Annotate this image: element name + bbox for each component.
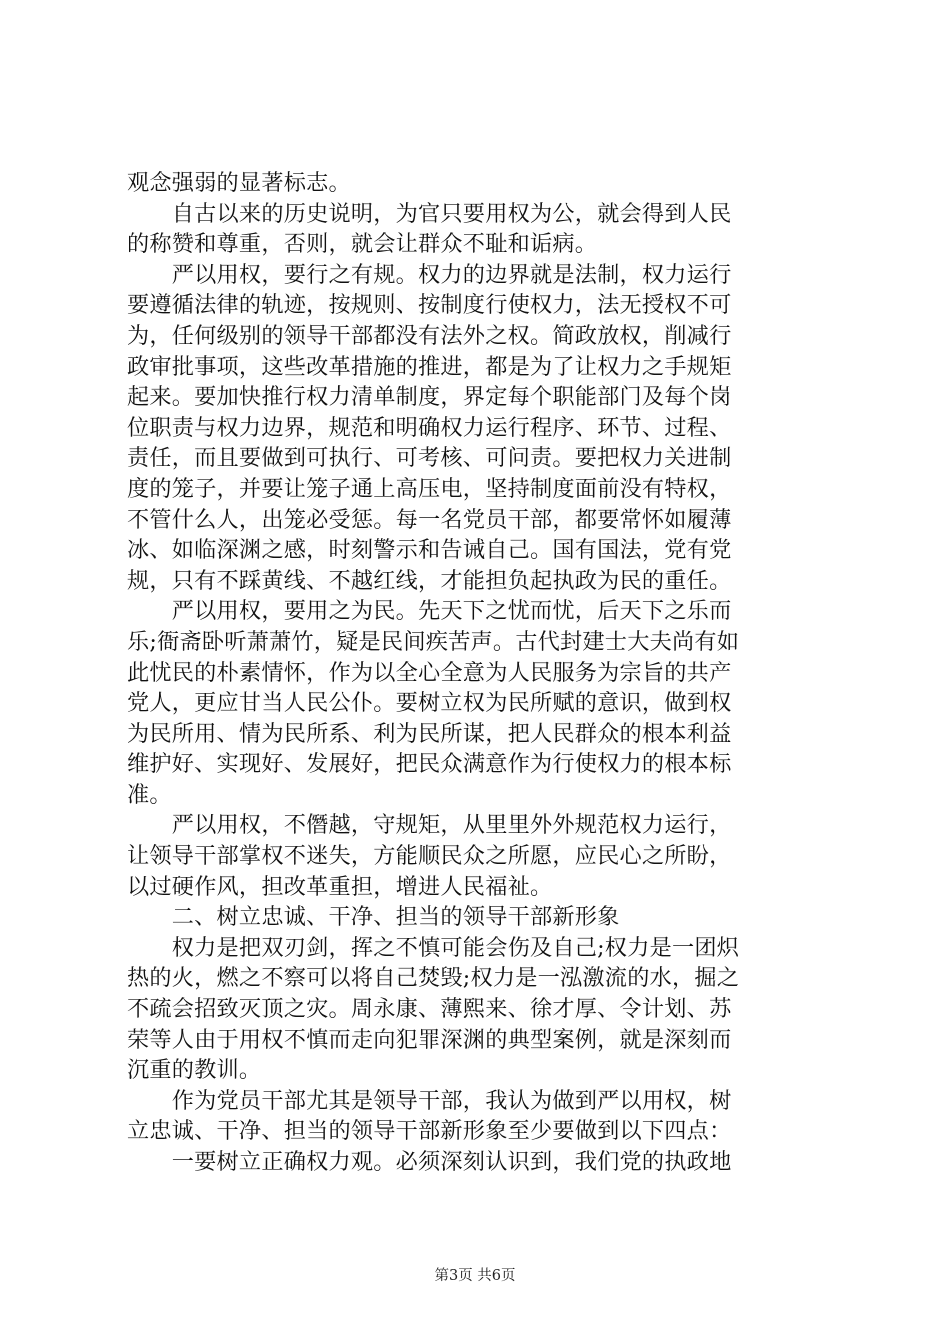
text-line-18: 党人，更应甘当人民公仆。要树立权为民所赋的意识，做到权 bbox=[127, 690, 732, 717]
text-line-15: 严以用权，要用之为民。先天下之忧而忧，后天下之乐而 bbox=[127, 598, 732, 625]
text-line-16: 乐;衙斋卧听萧萧竹，疑是民间疾苦声。古代封建士大夫尚有如 bbox=[127, 628, 740, 655]
text-line-14: 规，只有不踩黄线、不越红线，才能担负起执政为民的重任。 bbox=[127, 567, 732, 594]
text-line-22: 严以用权，不僭越，守规矩，从里里外外规范权力运行， bbox=[127, 812, 732, 839]
text-line-24: 以过硬作风，担改革重担，增进人民福祉。 bbox=[127, 873, 553, 900]
text-line-31: 作为党员干部尤其是领导干部，我认为做到严以用权，树 bbox=[127, 1087, 732, 1114]
text-line-3: 的称赞和尊重，否则，就会让群众不耻和诟病。 bbox=[127, 231, 598, 258]
text-line-8: 起来。要加快推行权力清单制度，界定每个职能部门及每个岗 bbox=[127, 384, 732, 411]
text-line-30: 沉重的教训。 bbox=[127, 1057, 262, 1084]
text-line-7: 政审批事项，这些改革措施的推进，都是为了让权力之手规矩 bbox=[127, 353, 732, 380]
text-line-6: 为，任何级别的领导干部都没有法外之权。简政放权，削减行 bbox=[127, 322, 732, 349]
text-line-27: 热的火，燃之不察可以将自己焚毁;权力是一泓激流的水，掘之 bbox=[127, 965, 740, 992]
text-line-33: 一要树立正确权力观。必须深刻认识到，我们党的执政地 bbox=[127, 1149, 732, 1175]
text-line-10: 责任，而且要做到可执行、可考核、可问责。要把权力关进制 bbox=[127, 445, 732, 472]
text-line-12: 不管什么人，出笼必受惩。每一名党员干部，都要常怀如履薄 bbox=[127, 506, 732, 533]
text-line-29: 荣等人由于用权不慎而走向犯罪深渊的典型案例，就是深刻而 bbox=[127, 1026, 732, 1053]
text-line-26: 权力是把双刃剑，挥之不慎可能会伤及自己;权力是一团炽 bbox=[127, 934, 740, 961]
text-line-23: 让领导干部掌权不迷失，方能顺民众之所愿，应民心之所盼， bbox=[127, 843, 732, 870]
text-line-20: 维护好、实现好、发展好，把民众满意作为行使权力的根本标 bbox=[127, 751, 732, 778]
text-line-13: 冰、如临深渊之感，时刻警示和告诫自己。国有国法，党有党 bbox=[127, 537, 732, 564]
page-footer: 第3页 共6页 bbox=[434, 1268, 516, 1284]
text-line-32: 立忠诚、干净、担当的领导干部新形象至少要做到以下四点： bbox=[127, 1118, 732, 1145]
text-line-21: 准。 bbox=[127, 781, 172, 808]
body-text bbox=[127, 168, 837, 1178]
text-line-17: 此忧民的朴素情怀，作为以全心全意为人民服务为宗旨的共产 bbox=[127, 659, 732, 686]
text-line-1: 观念强弱的显著标志。 bbox=[127, 170, 351, 196]
text-line-5: 要遵循法律的轨迹，按规则、按制度行使权力，法无授权不可 bbox=[127, 292, 732, 319]
text-line-28: 不疏会招致灭顶之灾。周永康、薄熙来、徐才厚、令计划、苏 bbox=[127, 996, 732, 1023]
text-line-2: 自古以来的历史说明，为官只要用权为公，就会得到人民 bbox=[127, 200, 732, 227]
text-line-4: 严以用权，要行之有规。权力的边界就是法制，权力运行 bbox=[127, 261, 732, 288]
section-heading: 二、树立忠诚、干净、担当的领导干部新形象 bbox=[127, 904, 620, 931]
text-line-9: 位职责与权力边界，规范和明确权力运行程序、环节、过程、 bbox=[127, 414, 732, 441]
text-line-19: 为民所用、情为民所系、利为民所谋，把人民群众的根本利益 bbox=[127, 720, 732, 747]
text-line-11: 度的笼子，并要让笼子通上高压电，坚持制度面前没有特权， bbox=[127, 475, 732, 502]
